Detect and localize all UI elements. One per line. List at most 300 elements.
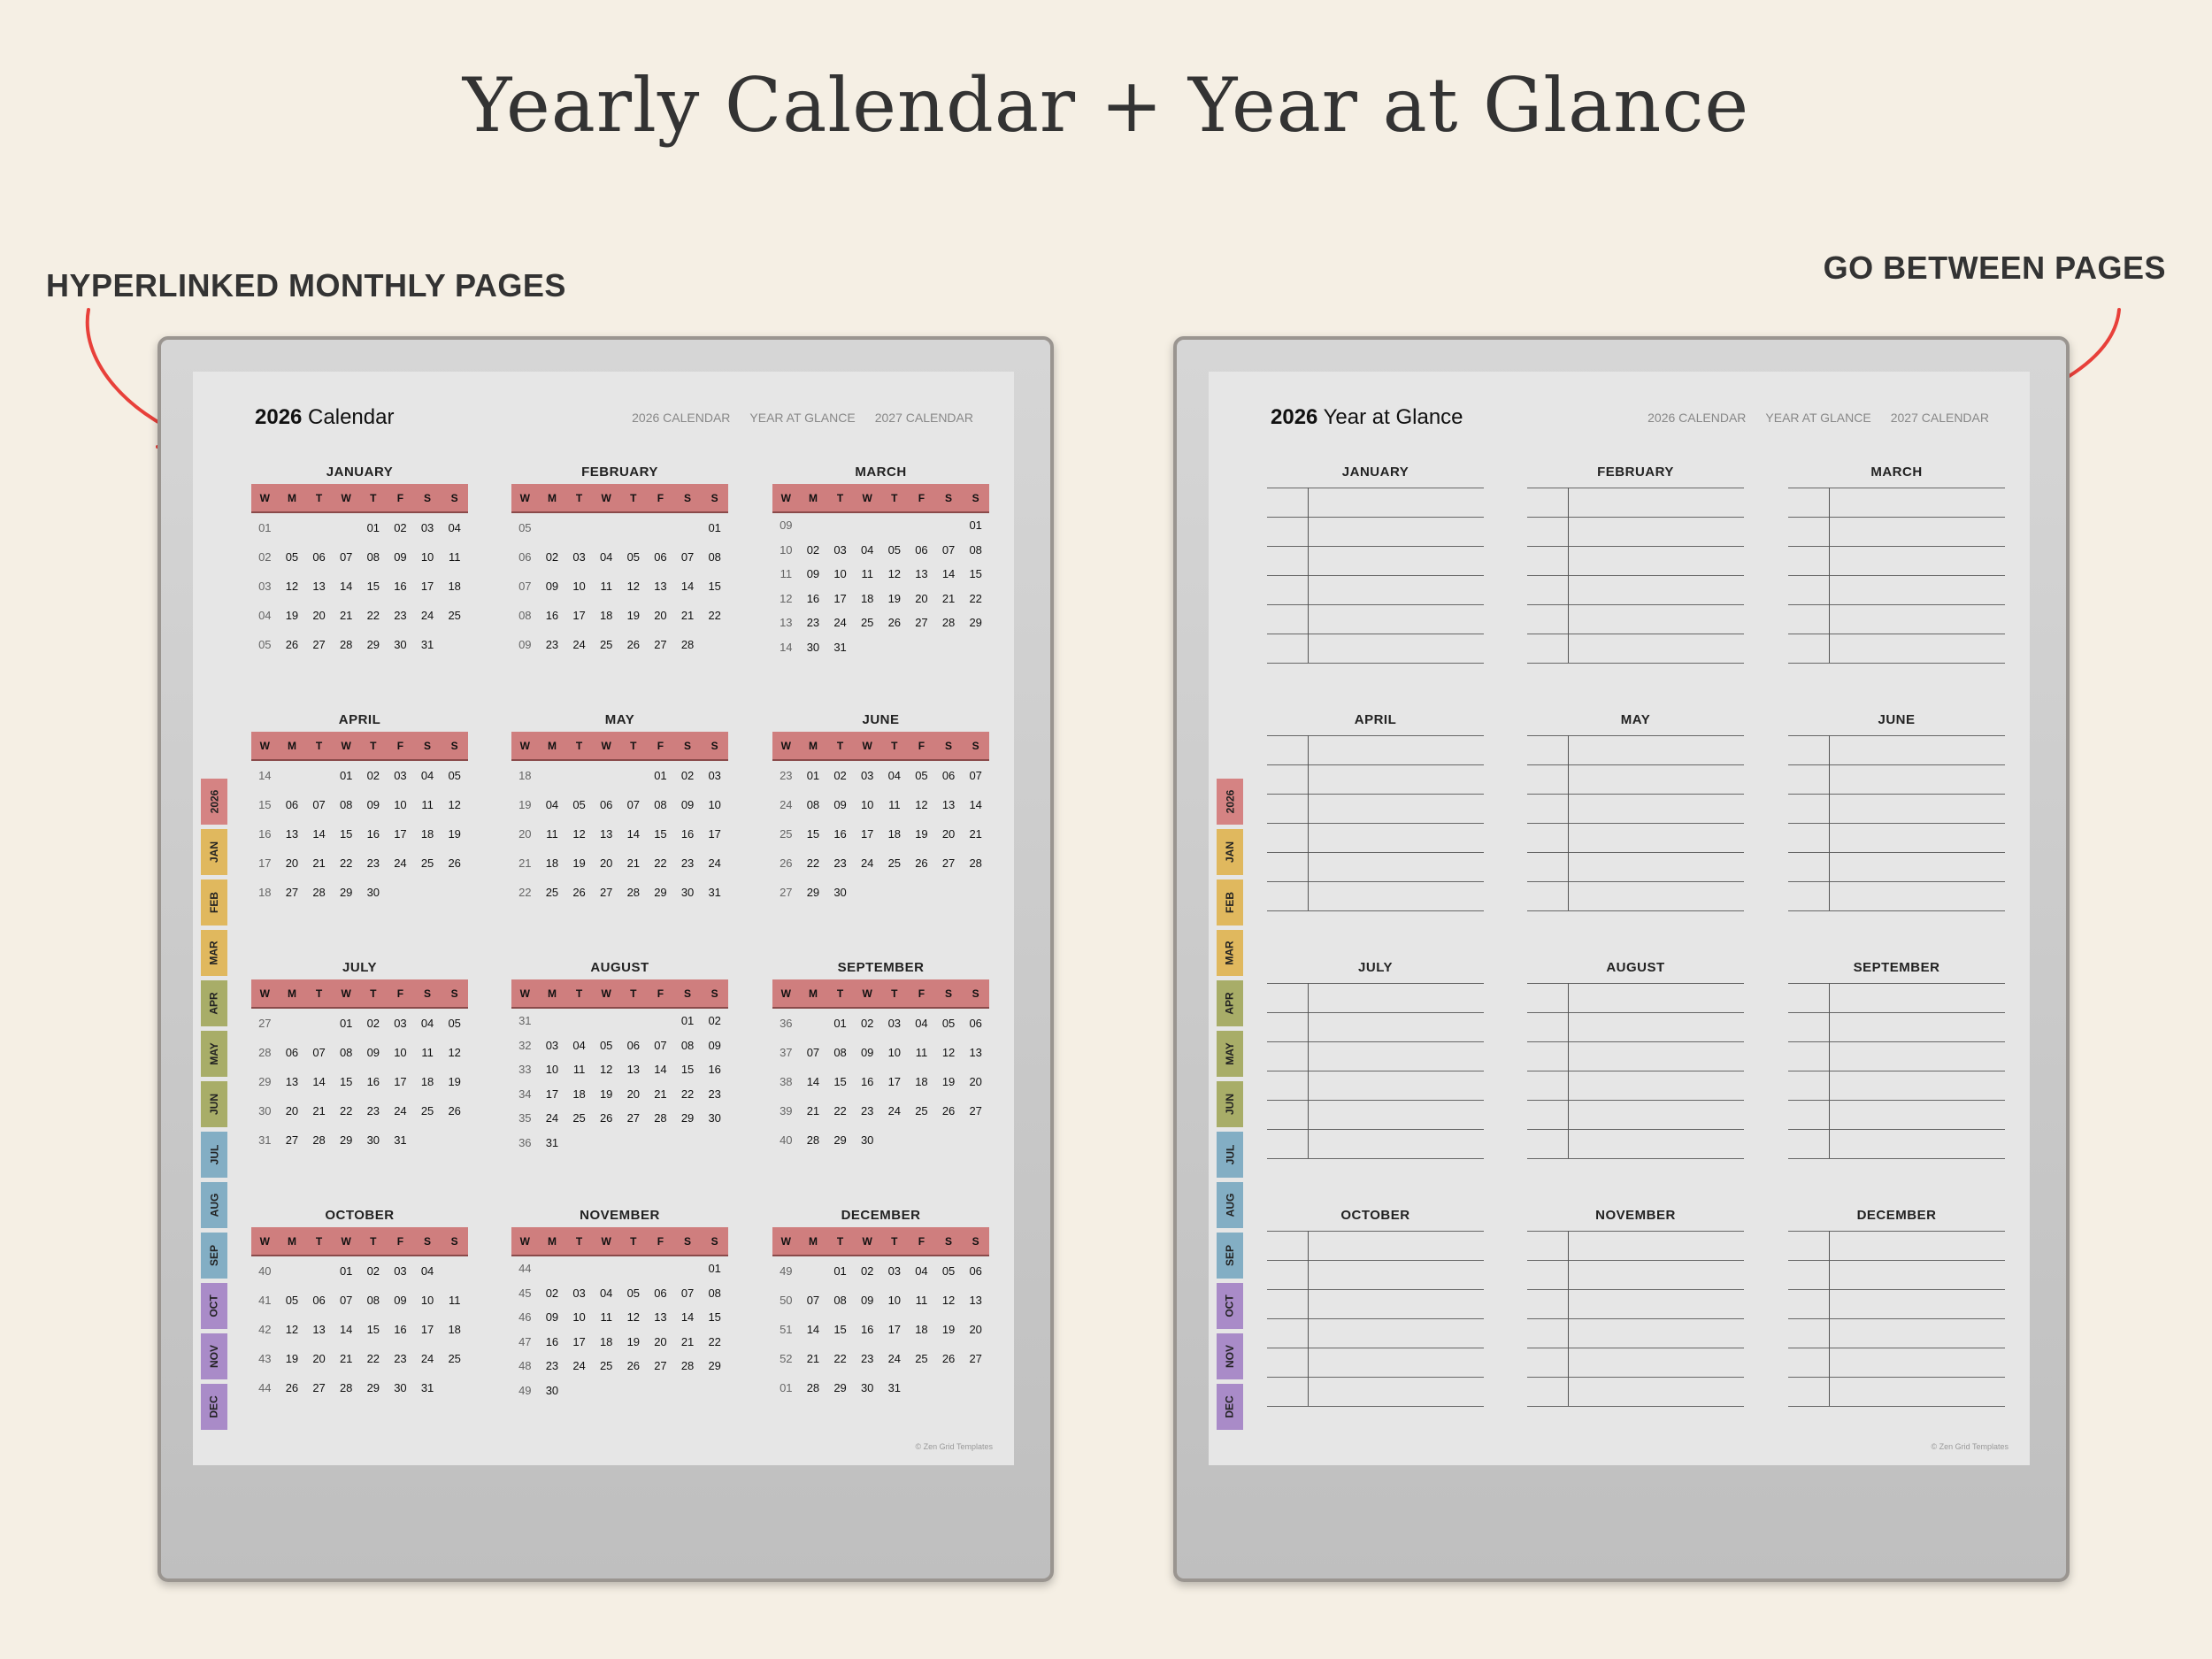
- day-cell[interactable]: 28: [654, 1111, 667, 1125]
- tab-mar[interactable]: [1217, 930, 1243, 976]
- glance-lines[interactable]: [1527, 1231, 1744, 1406]
- day-cell[interactable]: 11: [915, 1046, 928, 1059]
- tab-aug[interactable]: [1217, 1182, 1243, 1228]
- day-cell[interactable]: 02: [394, 521, 407, 534]
- day-cell[interactable]: 17: [420, 1323, 434, 1336]
- day-cell[interactable]: 02: [860, 1264, 874, 1278]
- day-cell[interactable]: 18: [420, 1075, 434, 1088]
- day-cell[interactable]: 26: [915, 856, 928, 870]
- day-cell[interactable]: 19: [887, 591, 902, 605]
- day-cell[interactable]: 26: [941, 1352, 956, 1365]
- day-cell[interactable]: 01: [339, 769, 353, 782]
- day-cell[interactable]: 20: [969, 1323, 982, 1336]
- day-cell[interactable]: 29: [654, 886, 667, 899]
- day-cell[interactable]: 31: [420, 1381, 434, 1394]
- day-cell[interactable]: 01: [366, 521, 380, 534]
- day-cell[interactable]: 30: [366, 886, 380, 899]
- day-cell[interactable]: 14: [941, 567, 956, 581]
- day-cell[interactable]: 25: [545, 886, 559, 899]
- day-cell[interactable]: 06: [915, 542, 928, 557]
- day-cell[interactable]: 24: [572, 1359, 586, 1373]
- day-cell[interactable]: 25: [915, 1352, 928, 1365]
- day-cell[interactable]: 22: [366, 609, 380, 622]
- day-cell[interactable]: 24: [833, 616, 847, 630]
- day-cell[interactable]: 27: [285, 1133, 299, 1147]
- day-cell[interactable]: 26: [285, 638, 299, 651]
- day-cell[interactable]: 19: [448, 827, 461, 841]
- day-cell[interactable]: 26: [941, 1104, 956, 1118]
- day-cell[interactable]: 08: [366, 1294, 380, 1307]
- nav-2026-calendar[interactable]: 2026 CALENDAR: [1647, 411, 1747, 425]
- day-cell[interactable]: 04: [545, 798, 559, 811]
- day-cell[interactable]: 14: [806, 1323, 820, 1336]
- day-cell[interactable]: 14: [680, 1310, 695, 1325]
- day-cell[interactable]: 15: [339, 827, 353, 841]
- day-cell[interactable]: 11: [572, 1063, 586, 1077]
- day-cell[interactable]: 30: [806, 640, 820, 654]
- day-cell[interactable]: 24: [860, 856, 874, 870]
- day-cell[interactable]: 02: [366, 1264, 380, 1278]
- day-cell[interactable]: 10: [860, 798, 874, 811]
- day-cell[interactable]: 01: [339, 1264, 353, 1278]
- day-cell[interactable]: 15: [366, 1323, 380, 1336]
- day-cell[interactable]: 02: [833, 769, 847, 782]
- day-cell[interactable]: 17: [833, 591, 847, 605]
- day-cell[interactable]: 23: [860, 1352, 874, 1365]
- day-cell[interactable]: 15: [339, 1075, 353, 1088]
- glance-lines[interactable]: [1788, 735, 2005, 910]
- day-cell[interactable]: 21: [339, 609, 353, 622]
- day-cell[interactable]: 03: [394, 769, 407, 782]
- tab-jun[interactable]: [1217, 1081, 1243, 1127]
- day-cell[interactable]: 14: [626, 827, 641, 841]
- day-cell[interactable]: 12: [572, 827, 586, 841]
- day-cell[interactable]: 15: [366, 580, 380, 593]
- day-cell[interactable]: 24: [708, 856, 721, 870]
- day-cell[interactable]: 18: [545, 856, 559, 870]
- day-cell[interactable]: 05: [626, 1286, 641, 1300]
- day-cell[interactable]: 14: [339, 1323, 353, 1336]
- day-cell[interactable]: 14: [312, 1075, 326, 1088]
- day-cell[interactable]: 24: [394, 1104, 407, 1118]
- day-cell[interactable]: 22: [833, 1352, 847, 1365]
- day-cell[interactable]: 05: [941, 1264, 956, 1278]
- day-cell[interactable]: 14: [312, 827, 326, 841]
- day-cell[interactable]: 30: [394, 1381, 407, 1394]
- day-cell[interactable]: 30: [860, 1133, 874, 1147]
- day-cell[interactable]: 19: [572, 856, 586, 870]
- day-cell[interactable]: 23: [708, 1087, 721, 1101]
- glance-lines[interactable]: [1788, 1231, 2005, 1406]
- day-cell[interactable]: 18: [572, 1087, 586, 1101]
- day-cell[interactable]: 05: [941, 1017, 956, 1030]
- day-cell[interactable]: 10: [572, 580, 586, 593]
- nav-year-at-glance[interactable]: YEAR AT GLANCE: [1765, 411, 1871, 425]
- day-cell[interactable]: 09: [833, 798, 847, 811]
- day-cell[interactable]: 21: [312, 856, 326, 870]
- tab-mar[interactable]: [201, 930, 227, 976]
- day-cell[interactable]: 18: [599, 609, 613, 622]
- day-cell[interactable]: 10: [394, 798, 407, 811]
- day-cell[interactable]: 25: [420, 856, 434, 870]
- day-cell[interactable]: 06: [599, 798, 613, 811]
- day-cell[interactable]: 08: [806, 798, 820, 811]
- day-cell[interactable]: 15: [833, 1323, 847, 1336]
- tab-dec[interactable]: [1217, 1384, 1243, 1430]
- day-cell[interactable]: 06: [969, 1264, 982, 1278]
- day-cell[interactable]: 20: [285, 856, 299, 870]
- day-cell[interactable]: 23: [545, 1359, 559, 1373]
- day-cell[interactable]: 09: [394, 550, 407, 564]
- tab-jun[interactable]: [201, 1081, 227, 1127]
- day-cell[interactable]: 04: [420, 769, 434, 782]
- day-cell[interactable]: 17: [545, 1087, 559, 1101]
- day-cell[interactable]: 08: [833, 1294, 847, 1307]
- day-cell[interactable]: 20: [969, 1075, 982, 1088]
- day-cell[interactable]: 21: [806, 1352, 820, 1365]
- day-cell[interactable]: 12: [887, 567, 902, 581]
- day-cell[interactable]: 21: [969, 827, 982, 841]
- day-cell[interactable]: 22: [708, 609, 721, 622]
- day-cell[interactable]: 05: [599, 1038, 613, 1052]
- day-cell[interactable]: 30: [860, 1381, 874, 1394]
- day-cell[interactable]: 13: [312, 580, 326, 593]
- day-cell[interactable]: 10: [887, 1046, 902, 1059]
- day-cell[interactable]: 08: [708, 1286, 721, 1300]
- glance-lines[interactable]: [1788, 983, 2005, 1158]
- day-cell[interactable]: 29: [708, 1359, 721, 1373]
- day-cell[interactable]: 17: [887, 1323, 902, 1336]
- day-cell[interactable]: 16: [680, 827, 695, 841]
- day-cell[interactable]: 01: [708, 521, 721, 534]
- day-cell[interactable]: 04: [915, 1264, 928, 1278]
- day-cell[interactable]: 16: [545, 609, 559, 622]
- day-cell[interactable]: 04: [420, 1264, 434, 1278]
- day-cell[interactable]: 26: [626, 638, 641, 651]
- day-cell[interactable]: 15: [708, 580, 721, 593]
- day-cell[interactable]: 16: [366, 1075, 380, 1088]
- tab-oct[interactable]: [201, 1283, 227, 1329]
- day-cell[interactable]: 17: [394, 1075, 407, 1088]
- day-cell[interactable]: 02: [680, 769, 695, 782]
- glance-lines[interactable]: [1267, 735, 1484, 910]
- day-cell[interactable]: 29: [969, 616, 982, 630]
- day-cell[interactable]: 12: [941, 1046, 956, 1059]
- nav-2027-calendar[interactable]: 2027 CALENDAR: [874, 411, 973, 425]
- day-cell[interactable]: 31: [887, 1381, 902, 1394]
- day-cell[interactable]: 24: [394, 856, 407, 870]
- day-cell[interactable]: 30: [833, 886, 847, 899]
- day-cell[interactable]: 28: [969, 856, 982, 870]
- day-cell[interactable]: 02: [545, 550, 559, 564]
- day-cell[interactable]: 02: [366, 1017, 380, 1030]
- tab-apr[interactable]: [201, 980, 227, 1026]
- day-cell[interactable]: 01: [708, 1262, 721, 1276]
- day-cell[interactable]: 24: [572, 638, 586, 651]
- day-cell[interactable]: 21: [680, 1334, 695, 1348]
- day-cell[interactable]: 28: [312, 886, 326, 899]
- day-cell[interactable]: 17: [708, 827, 721, 841]
- day-cell[interactable]: 03: [394, 1017, 407, 1030]
- day-cell[interactable]: 06: [969, 1017, 982, 1030]
- day-cell[interactable]: 13: [915, 567, 928, 581]
- day-cell[interactable]: 29: [366, 638, 380, 651]
- day-cell[interactable]: 03: [394, 1264, 407, 1278]
- day-cell[interactable]: 06: [285, 798, 299, 811]
- day-cell[interactable]: 20: [312, 609, 326, 622]
- day-cell[interactable]: 23: [860, 1104, 874, 1118]
- glance-lines[interactable]: [1527, 735, 1744, 910]
- tab-2026[interactable]: [1217, 779, 1243, 825]
- day-cell[interactable]: 26: [448, 1104, 461, 1118]
- day-cell[interactable]: 08: [833, 1046, 847, 1059]
- day-cell[interactable]: 04: [915, 1017, 928, 1030]
- day-cell[interactable]: 01: [339, 1017, 353, 1030]
- tab-aug[interactable]: [201, 1182, 227, 1228]
- day-cell[interactable]: 30: [394, 638, 407, 651]
- day-cell[interactable]: 09: [860, 1294, 874, 1307]
- day-cell[interactable]: 12: [941, 1294, 956, 1307]
- day-cell[interactable]: 28: [806, 1133, 820, 1147]
- day-cell[interactable]: 24: [887, 1352, 902, 1365]
- tab-jan[interactable]: [1217, 829, 1243, 875]
- day-cell[interactable]: 21: [941, 591, 956, 605]
- day-cell[interactable]: 01: [969, 518, 982, 533]
- day-cell[interactable]: 08: [680, 1038, 695, 1052]
- day-cell[interactable]: 28: [680, 638, 695, 651]
- day-cell[interactable]: 19: [626, 609, 641, 622]
- day-cell[interactable]: 04: [448, 521, 461, 534]
- day-cell[interactable]: 21: [806, 1104, 820, 1118]
- day-cell[interactable]: 10: [394, 1046, 407, 1059]
- day-cell[interactable]: 18: [420, 827, 434, 841]
- day-cell[interactable]: 10: [887, 1294, 902, 1307]
- day-cell[interactable]: 29: [339, 1133, 353, 1147]
- day-cell[interactable]: 07: [680, 1286, 695, 1300]
- glance-lines[interactable]: [1788, 488, 2005, 663]
- tab-2026[interactable]: [201, 779, 227, 825]
- day-cell[interactable]: 22: [708, 1334, 721, 1348]
- day-cell[interactable]: 18: [448, 580, 461, 593]
- day-cell[interactable]: 25: [448, 1352, 461, 1365]
- day-cell[interactable]: 31: [708, 886, 721, 899]
- day-cell[interactable]: 04: [860, 542, 874, 557]
- day-cell[interactable]: 22: [654, 856, 667, 870]
- day-cell[interactable]: 13: [285, 827, 299, 841]
- day-cell[interactable]: 09: [806, 567, 820, 581]
- day-cell[interactable]: 20: [599, 856, 613, 870]
- day-cell[interactable]: 06: [312, 550, 326, 564]
- day-cell[interactable]: 16: [860, 1323, 874, 1336]
- day-cell[interactable]: 27: [654, 1359, 667, 1373]
- day-cell[interactable]: 29: [833, 1133, 847, 1147]
- day-cell[interactable]: 17: [420, 580, 434, 593]
- day-cell[interactable]: 03: [545, 1038, 559, 1052]
- day-cell[interactable]: 06: [285, 1046, 299, 1059]
- day-cell[interactable]: 29: [339, 886, 353, 899]
- tab-feb[interactable]: [1217, 879, 1243, 926]
- day-cell[interactable]: 27: [969, 1352, 982, 1365]
- day-cell[interactable]: 13: [312, 1323, 326, 1336]
- day-cell[interactable]: 24: [420, 1352, 434, 1365]
- day-cell[interactable]: 27: [941, 856, 956, 870]
- day-cell[interactable]: 19: [941, 1075, 956, 1088]
- day-cell[interactable]: 03: [572, 550, 586, 564]
- day-cell[interactable]: 22: [366, 1352, 380, 1365]
- day-cell[interactable]: 23: [394, 1352, 407, 1365]
- day-cell[interactable]: 11: [421, 798, 434, 811]
- day-cell[interactable]: 13: [654, 1310, 667, 1325]
- day-cell[interactable]: 06: [941, 769, 956, 782]
- day-cell[interactable]: 07: [806, 1046, 820, 1059]
- day-cell[interactable]: 20: [915, 591, 928, 605]
- day-cell[interactable]: 22: [833, 1104, 847, 1118]
- day-cell[interactable]: 21: [626, 856, 641, 870]
- day-cell[interactable]: 07: [654, 1038, 667, 1052]
- nav-year-at-glance[interactable]: YEAR AT GLANCE: [749, 411, 856, 425]
- glance-lines[interactable]: [1267, 1231, 1484, 1406]
- day-cell[interactable]: 28: [626, 886, 641, 899]
- day-cell[interactable]: 14: [680, 580, 695, 593]
- day-cell[interactable]: 09: [545, 580, 559, 593]
- day-cell[interactable]: 03: [420, 521, 434, 534]
- tab-oct[interactable]: [1217, 1283, 1243, 1329]
- day-cell[interactable]: 02: [860, 1017, 874, 1030]
- day-cell[interactable]: 16: [806, 591, 820, 605]
- day-cell[interactable]: 12: [285, 580, 299, 593]
- day-cell[interactable]: 04: [420, 1017, 434, 1030]
- day-cell[interactable]: 18: [915, 1075, 928, 1088]
- day-cell[interactable]: 25: [448, 609, 461, 622]
- day-cell[interactable]: 09: [860, 1046, 874, 1059]
- day-cell[interactable]: 28: [339, 638, 353, 651]
- day-cell[interactable]: 07: [339, 1294, 353, 1307]
- day-cell[interactable]: 05: [626, 550, 641, 564]
- day-cell[interactable]: 27: [626, 1111, 641, 1125]
- day-cell[interactable]: 07: [680, 550, 695, 564]
- day-cell[interactable]: 13: [969, 1046, 982, 1059]
- day-cell[interactable]: 09: [545, 1310, 559, 1325]
- day-cell[interactable]: 07: [969, 769, 982, 782]
- day-cell[interactable]: 01: [833, 1017, 847, 1030]
- day-cell[interactable]: 27: [654, 638, 667, 651]
- day-cell[interactable]: 10: [572, 1310, 586, 1325]
- day-cell[interactable]: 23: [366, 856, 380, 870]
- day-cell[interactable]: 08: [339, 798, 353, 811]
- day-cell[interactable]: 20: [941, 827, 956, 841]
- day-cell[interactable]: 08: [708, 550, 721, 564]
- day-cell[interactable]: 02: [708, 1014, 721, 1028]
- day-cell[interactable]: 13: [941, 798, 956, 811]
- day-cell[interactable]: 05: [887, 542, 902, 557]
- day-cell[interactable]: 01: [833, 1264, 847, 1278]
- day-cell[interactable]: 08: [366, 550, 380, 564]
- day-cell[interactable]: 26: [626, 1359, 641, 1373]
- day-cell[interactable]: 03: [887, 1017, 902, 1030]
- day-cell[interactable]: 23: [394, 609, 407, 622]
- day-cell[interactable]: 20: [654, 1334, 667, 1348]
- day-cell[interactable]: 27: [312, 638, 326, 651]
- day-cell[interactable]: 01: [680, 1014, 695, 1028]
- day-cell[interactable]: 03: [833, 542, 847, 557]
- day-cell[interactable]: 09: [708, 1038, 721, 1052]
- glance-lines[interactable]: [1267, 488, 1484, 663]
- day-cell[interactable]: 03: [860, 769, 874, 782]
- day-cell[interactable]: 17: [572, 609, 586, 622]
- day-cell[interactable]: 10: [708, 798, 721, 811]
- tab-may[interactable]: [1217, 1031, 1243, 1077]
- day-cell[interactable]: 25: [572, 1111, 586, 1125]
- day-cell[interactable]: 16: [394, 580, 407, 593]
- day-cell[interactable]: 25: [420, 1104, 434, 1118]
- day-cell[interactable]: 11: [448, 1294, 461, 1307]
- day-cell[interactable]: 05: [915, 769, 928, 782]
- day-cell[interactable]: 14: [969, 798, 982, 811]
- day-cell[interactable]: 12: [626, 1310, 641, 1325]
- day-cell[interactable]: 27: [285, 886, 299, 899]
- day-cell[interactable]: 23: [833, 856, 847, 870]
- day-cell[interactable]: 10: [420, 1294, 434, 1307]
- day-cell[interactable]: 11: [861, 567, 873, 581]
- glance-lines[interactable]: [1527, 488, 1744, 663]
- day-cell[interactable]: 10: [833, 567, 847, 581]
- day-cell[interactable]: 12: [915, 798, 928, 811]
- day-cell[interactable]: 11: [421, 1046, 434, 1059]
- day-cell[interactable]: 29: [806, 886, 820, 899]
- day-cell[interactable]: 20: [285, 1104, 299, 1118]
- day-cell[interactable]: 19: [599, 1087, 613, 1101]
- day-cell[interactable]: 11: [915, 1294, 928, 1307]
- day-cell[interactable]: 25: [915, 1104, 928, 1118]
- day-cell[interactable]: 15: [680, 1063, 695, 1077]
- tab-apr[interactable]: [1217, 980, 1243, 1026]
- day-cell[interactable]: 02: [806, 542, 820, 557]
- day-cell[interactable]: 27: [312, 1381, 326, 1394]
- day-cell[interactable]: 12: [285, 1323, 299, 1336]
- tab-nov[interactable]: [1217, 1333, 1243, 1379]
- day-cell[interactable]: 20: [626, 1087, 641, 1101]
- day-cell[interactable]: 21: [680, 609, 695, 622]
- day-cell[interactable]: 19: [915, 827, 928, 841]
- day-cell[interactable]: 30: [680, 886, 695, 899]
- day-cell[interactable]: 14: [339, 580, 353, 593]
- day-cell[interactable]: 22: [806, 856, 820, 870]
- day-cell[interactable]: 29: [680, 1111, 695, 1125]
- day-cell[interactable]: 04: [887, 769, 902, 782]
- day-cell[interactable]: 24: [545, 1111, 559, 1125]
- day-cell[interactable]: 19: [285, 1352, 299, 1365]
- day-cell[interactable]: 04: [599, 550, 613, 564]
- day-cell[interactable]: 22: [339, 1104, 353, 1118]
- day-cell[interactable]: 30: [366, 1133, 380, 1147]
- day-cell[interactable]: 14: [806, 1075, 820, 1088]
- day-cell[interactable]: 17: [572, 1334, 586, 1348]
- day-cell[interactable]: 26: [572, 886, 586, 899]
- day-cell[interactable]: 17: [887, 1075, 902, 1088]
- day-cell[interactable]: 24: [420, 609, 434, 622]
- day-cell[interactable]: 05: [285, 550, 299, 564]
- day-cell[interactable]: 21: [339, 1352, 353, 1365]
- day-cell[interactable]: 12: [448, 1046, 461, 1059]
- day-cell[interactable]: 21: [654, 1087, 667, 1101]
- day-cell[interactable]: 13: [599, 827, 613, 841]
- day-cell[interactable]: 12: [599, 1063, 613, 1077]
- day-cell[interactable]: 04: [599, 1286, 613, 1300]
- day-cell[interactable]: 28: [680, 1359, 695, 1373]
- day-cell[interactable]: 13: [626, 1063, 641, 1077]
- day-cell[interactable]: 14: [654, 1063, 667, 1077]
- day-cell[interactable]: 20: [312, 1352, 326, 1365]
